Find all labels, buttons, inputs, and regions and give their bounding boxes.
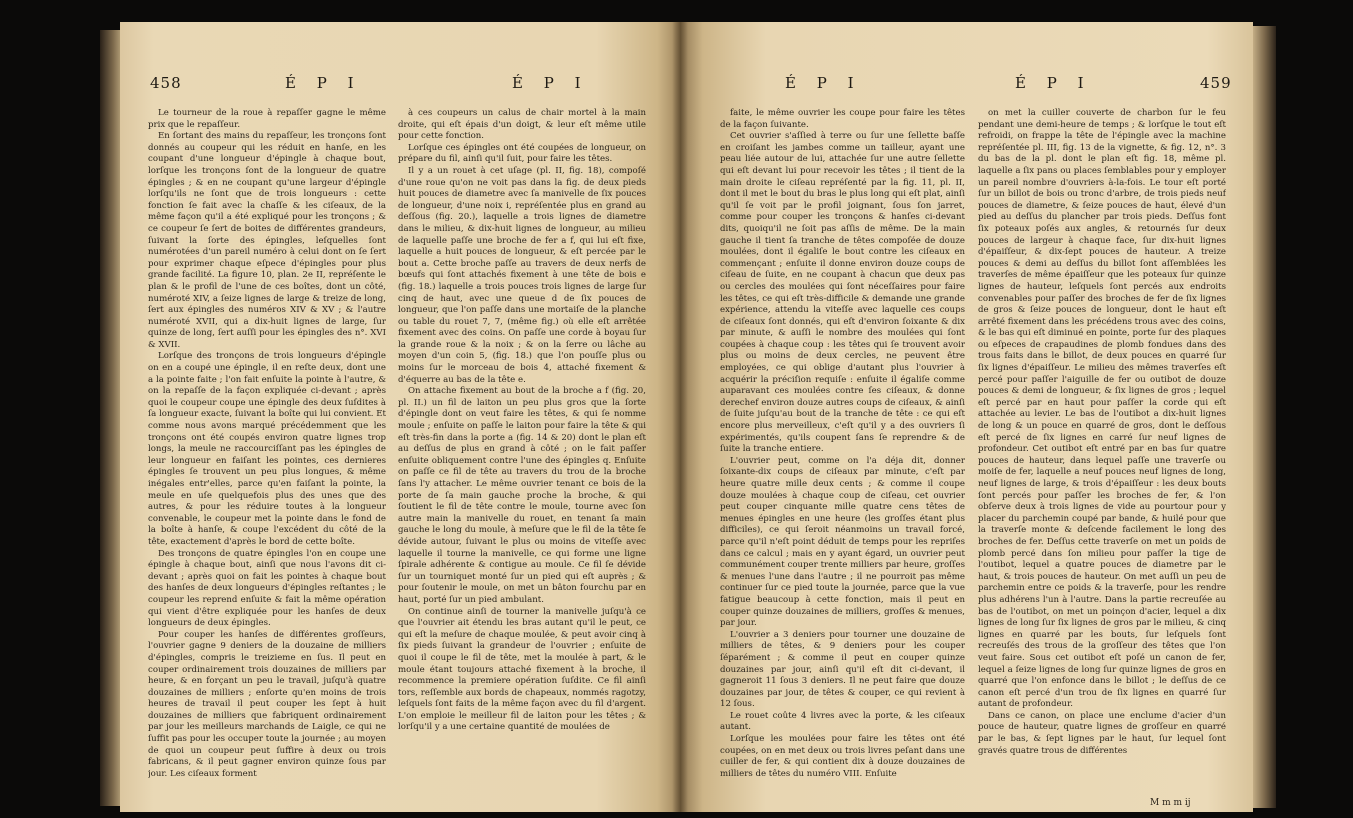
paragraph: à ces coupeurs un calus de chair mortel à la main droite, qui eſt épais d'un doigt, & leur eſt même utile pour cette fonction. bbox=[398, 108, 646, 142]
right-running-head-2: É P I bbox=[1015, 74, 1092, 92]
paragraph: Le rouet coûte 4 livres avec la porte, & les ciſeaux autant. bbox=[720, 710, 965, 733]
left-running-head-2: É P I bbox=[512, 74, 589, 92]
paragraph: On attache fixement au bout de la broche a f (fig. 20, pl. II.) un fil de laiton un peu plus gros que la ſorte d'épingle dont on veut faire les têtes, & qui ſe nomme moule ; enſuite on paſſe le laiton pour faire la tête & qui eſt très-fin dans la porte a (fig. 14 & 20) dont le plan eſt au deſſus de plus en grand à côté ; on le fait paſſer enſuite obliquement contre l'une des épingles q. Enſuite on paſſe ce fil de tête au travers du trou de la broche ſans l'y attacher. Le même ouvrier tenant ce bois de la porte de ſa main gauche proche la broche, & qui ſoutient le fil de tête contre le moule, tourne avec ſon autre main la manivelle du rouet, en tenant ſa main gauche le long du moule, à meſure que le fil de la tête ſe dévide autour, ſuivant le plus ou moins de viteſſe avec laquelle il tourne la manivelle, ce qui forme une ligne ſpirale adhérente & contigue au moule. Ce fil ſe dévide ſur un tourniquet monté ſur un pied qui eſt auprès ; & pour ſoutenir le moule, on met un bâton fourchu par en haut, porté ſur un pied ambulant. bbox=[398, 386, 646, 605]
paragraph: Des tronçons de quatre épingles l'on en coupe une épingle à chaque bout, ainſi que nous l'avons dit ci-devant ; après quoi on fait les pointes à chaque bout des hanſes de deux longueurs d'épingles reſtantes ; le coupeur les reprend enſuite & fait la même opération qui vient d'être expliquée pour les hanſes de deux longueurs de deux épingles. bbox=[148, 548, 386, 629]
right-running-head-1: É P I bbox=[785, 74, 862, 92]
paragraph: Il y a un rouet à cet uſage (pl. II, fig. 18), compoſé d'une roue qu'on ne voit pas dans la fig. de deux pieds huit pouces de diametre avec ſa manivelle de ſix pouces de longueur, d'une noix i, repréſentée plus en grand au deſſous (fig. 20.), laquelle a trois lignes de diametre dans le milieu, & dix-huit lignes de longueur, au milieu de laquelle paſſe une broche de fer a f, qui lui eſt fixe, laquelle a huit pouces de longueur, & eſt percée par le bout a. Cette broche paſſe au travers de deux nerfs de bœufs qui ſont attachés fixement à une tête de bois e (fig. 18.) laquelle a trois pouces trois lignes de large ſur cinq de haut, avec une queue d de ſix pouces de longueur, que l'on paſſe dans une mortaiſe de la planche ou table du rouet 7, 7, (même fig.) où elle eſt arrêtée fixement avec des coins. On paſſe une corde à boyau ſur la grande roue & la noix ; & on la ſerre ou lâche au moyen d'un coin 5, (fig. 18.) que l'on pouſſe plus ou moins ſur le morceau de bois 4, attaché fixement & d'équerre au bas de la tête e. bbox=[398, 165, 646, 385]
left-page-header bbox=[120, 74, 680, 100]
paragraph: on met la cuiller couverte de charbon ſur le feu pendant une demi-heure de temps ; & lorſque le tout eſt refroidi, on frappe la tête de l'épingle avec la machine repréſentée pl. III, fig. 13 de la vignette, & fig. 12, n°. 3 du bas de la pl. dont le plan eſt fig. 18, même pl. laquelle a ſix pans ou places ſemblables pour y employer un pareil nombre d'ouvriers à-la-fois. Le tour eſt porté ſur un billot de bois ou tronc d'arbre, de trois pieds neuf pouces de diametre, & ſeize pouces de haut, élevé d'un pied au deſſus du plancher par trois pieds. Deſſus font ſix poteaux poſés aux angles, & retournés ſur deux pouces de largeur à chaque face, ſur dix-huit lignes d'épaiſſeur, & dix-ſept pouces de hauteur. A treize pouces & demi au deſſus du billot ſont aſſemblées les traverſes de même épaiſſeur que les poteaux ſur quinze lignes de hauteur, leſquels ſont percés aux endroits convenables pour paſſer des broches de fer de ſix lignes de gros & ſeize pouces de longueur, dont le haut eſt arrêté fixement dans les précédens trous avec des coins, & le bas qui eſt diminué en pointe, porte ſur des plaques ou eſpeces de crapaudines de plomb fondues dans des trous faits dans le billot, de deux pouces en quarré ſur ſix lignes d'épaiſſeur. Le milieu des mêmes traverſes eſt percé pour paſſer l'aiguille de fer ou outibot de douze pouces & demi de longueur, & ſix lignes de gros ; lequel eſt percé par en haut pour paſſer la corde qui eſt attachée au levier. Le bas de l'outibot a dix-huit lignes de long & un pouce en quarré de gros, dont le deſſous eſt percé de ſix lignes en carré ſur neuf lignes de profondeur. Cet outibot eſt entré par en bas ſur quatre pouces de hauteur, dans lequel paſſe une traverſe ou moiſe de fer, laquelle a neuf pouces neuf lignes de long, neuf lignes de large, & trois d'épaiſſeur : les deux bouts ſont percés pour paſſer les broches de fer, & l'on obſerve deux à trois lignes de vide au pourtour pour y placer du parchemin coupé par bande, & huilé pour que la traverſe monte & deſcende facilement le long des broches de fer. Deſſus cette traverſe on met un poids de plomb percé dans ſon milieu pour paſſer la tige de l'outibot, lequel a quatre pouces de diametre par le haut, & trois pouces de hauteur. On met auſſi un peu de parchemin entre ce poids & la traverſe, pour les rendre plus adhérens l'un à l'autre. Dans la partie recreuſée au bas de l'outibot, on met un poinçon d'acier, lequel a dix lignes de long ſur ſix lignes de gros par le milieu, & cinq lignes en quarré par les bouts, ſur leſquels ſont recreuſés des trous de la groſſeur des têtes que l'on veut faire. Sous cet outibot eſt poſé un canon de fer, lequel a ſeize lignes de long ſur quinze lignes de gros en quarré que l'on enfonce dans le billot ; le deſſus de ce canon eſt percé d'un trou de ſix lignes en quarré ſur autant de profondeur. bbox=[978, 108, 1226, 710]
left-page-number: 458 bbox=[150, 74, 182, 92]
paragraph: On continue ainſi de tourner la manivelle juſqu'à ce que l'ouvrier ait étendu les bras autant qu'il le peut, ce qui eſt la meſure de chaque moulée, & peut avoir cinq à ſix pieds ſuivant la grandeur de l'ouvrier ; enſuite de quoi il coupe le fil de tête, met la moulée à part, & le moule étant toujours attaché fixement à la broche, il recommence la premiere opération ſuſdite. Ce fil ainſi tors, reſſemble aux bords de chapeaux, nommés ragotzy, leſquels ſont faits de la même façon avec du fil d'argent. L'on emploie le meilleur fil de laiton pour les têtes ; & lorſqu'il y a une certaine quantité de moulées de bbox=[398, 606, 646, 733]
left-page-edges bbox=[100, 30, 122, 806]
paragraph: L'ouvrier a 3 deniers pour tourner une douzaine de milliers de têtes, & 9 deniers pour les couper ſéparément ; & comme il peut en couper quinze douzaines par jour, ainſi qu'il eſt dit ci-devant, il gagneroit 11 ſous 3 deniers. Il ne peut faire que douze douzaines par jour, de têtes & couper, ce qui revient à 12 ſous. bbox=[720, 629, 965, 710]
right-page-edges bbox=[1252, 26, 1276, 808]
paragraph: En ſortant des mains du repaſſeur, les tronçons ſont donnés au coupeur qui les réduit en hanſe, en les coupant d'une longueur d'épingle à chaque bout, lorſque les tronçons ſont de la longueur de quatre épingles ; & en ne coupant qu'une largeur d'épingle lorſqu'ils ne ſont que de trois longueurs : cette fonction ſe fait avec la chaſſe & les ciſeaux, de la même façon qu'il a été expliqué pour les tronçons ; & ce coupeur ſe ſert de boites de différentes grandeurs, ſuivant la ſorte des épingles, leſquelles ſont numérotées d'un pareil numéro à celui dont on ſe ſert pour exprimer chaque eſpece d'épingles pour plus grande facilité. La figure 10, plan. 2e II, repréſente le plan & le profil de l'une de ces boîtes, dont un côté, numéroté XIV, a ſeize lignes de large & treize de long, ſert aux épingles des numéros XIV & XV ; & l'autre numéroté XVII, qui a dix-huit lignes de large, ſur quinze de long, ſert auſſi pour les épingles des n°. XVI & XVII. bbox=[148, 131, 386, 350]
left-page bbox=[120, 22, 680, 812]
right-page bbox=[680, 22, 1253, 812]
right-page-header bbox=[680, 74, 1253, 100]
paragraph: Cet ouvrier s'aſſied à terre ou ſur une ſellette baſſe en croiſant les jambes comme un tailleur, ayant une peau liée autour de lui, attachée ſur une autre ſellette qui eſt devant lui pour recevoir les têtes ; il tient de la main droite le ciſeau repréſenté par la fig. 11, pl. II, dont il met le bout du bras le plus long qui eſt plat, ainſi qu'il ſe voit par le profil joignant, ſous ſon jarret, comme pour couper les tronçons & hanſes ci-devant dits, quoiqu'il ne ſoit pas aſſis de même. De la main gauche il tient ſa tranche de têtes compoſée de douze moulées, dont il égaliſe le bout contre les ciſeaux en commençant ; enſuite il donne environ douze coups de ciſeau de ſuite, en ne coupant à chacun que deux pas ou cercles des moulées qui ſont néceſſaires pour faire les têtes, ce qui eſt très-difficile & demande une grande expérience, attendu la viteſſe avec laquelle ces coups de ciſeaux ſont donnés, qui eſt d'environ ſoixante & dix par minute, & auſſi le nombre des moulées qui ſont coupées à chaque coup : les têtes qui ſe trouvent avoir plus ou moins de deux cercles, ne peuvent être employées, ce qui oblige d'autant plus l'ouvrier à acquérir la préciſion requiſe : enſuite il égaliſe comme auparavant ces moulées contre ſes ciſeaux, & donne derechef environ douze autres coups de ciſeaux, & ainſi de ſuite juſqu'au bout de la tranche de tête : ce qui eſt encore plus merveilleux, c'eſt qu'il y a des ouvriers ſi expérimentés, qu'ils coupent ſans ſe reprendre & de ſuite la tranche entiere. bbox=[720, 131, 965, 455]
left-column-2 bbox=[398, 108, 646, 796]
paragraph: Lorſque ces épingles ont été coupées de longueur, on prépare du fil, ainſi qu'il ſuit, pour faire les têtes. bbox=[398, 142, 646, 165]
paragraph: Lorſque les moulées pour faire les têtes ont été coupées, on en met deux ou trois livres peſant dans une cuiller de fer, & qui contient dix à douze douzaines de milliers de têtes du numéro VIII. Enſuite bbox=[720, 734, 965, 779]
left-running-head-1: É P I bbox=[285, 74, 362, 92]
left-column-1 bbox=[148, 108, 386, 796]
paragraph: Pour couper les hanſes de différentes groſſeurs, l'ouvrier gagne 9 deniers de la douzaine de milliers d'épingles, compris le treizieme en ſus. Il peut en couper ordinairement trois douzaines de milliers par heure, & en forçant un peu le travail, juſqu'à quatre douzaines de milliers ; enſorte qu'en moins de trois heures de travail il peut couper les ſept à huit douzaines de milliers que fabriquent ordinairement par jour les meilleurs marchands de Laigle, ce qui ne ſuffit pas pour les occuper toute la journée ; au moyen de quoi un coupeur peut ſuffire à deux ou trois fabricans, & il peut gagner environ quinze ſous par jour. Les ciſeaux forment bbox=[148, 629, 386, 779]
paragraph: Lorſque des tronçons de trois longueurs d'épingle on en a coupé une épingle, il en reſte deux, dont une a la pointe faite ; l'on fait enſuite la pointe à l'autre, & on la repaſſe de la façon expliquée ci-devant ; après quoi le coupeur coupe une épingle des deux ſuſdites à ſa longueur exacte, ſuivant la boîte qui lui convient. Et comme nous avons marqué précédemment que les tronçons ont été coupés environ quatre lignes trop longs, la meule ne raccourciſſant pas les épingles de leur longueur en faiſant les pointes, ces dernieres épingles ſe trouvent un peu plus longues, & même inégales entr'elles, parce qu'en faiſant la pointe, la meule en uſe quelquefois plus des unes que des autres, & pour les réduire toutes à la longueur convenable, le coupeur met la pointe dans le fond de la boîte à hanſe, & coupe l'excédent du côté de la tête, exactement d'après le bord de cette boîte. bbox=[148, 351, 386, 547]
right-column-1 bbox=[720, 108, 965, 796]
book-gutter bbox=[672, 22, 688, 812]
paragraph: faite, le même ouvrier les coupe pour faire les têtes de la façon ſuivante. bbox=[720, 108, 965, 130]
right-page-number: 459 bbox=[1200, 74, 1232, 92]
paragraph: Dans ce canon, on place une enclume d'acier d'un pouce de hauteur, quatre lignes de groſſeur en quarré par le bas, & ſept lignes par le haut, ſur lequel ſont gravés quatre trous de différentes bbox=[978, 710, 1226, 756]
paragraph: Le tourneur de la roue à repaſſer gagne le même prix que le repaſſeur. bbox=[148, 108, 386, 130]
paragraph: L'ouvrier peut, comme on l'a déja dit, donner ſoixante-dix coups de ciſeaux par minute, c'eſt par heure quatre mille deux cents ; & comme il coupe douze moulées à chaque coup de ciſeau, cet ouvrier peut couper cinquante mille quatre cens têtes de menues épingles en une heure (les groſſes étant plus difficiles), ce qui ſeroit néanmoins un travail forcé, parce qu'il n'eſt point déduit de temps pour les repriſes dans ce calcul ; mais en y ayant égard, un ouvrier peut communément couper trente milliers par heure, groſſes & menues l'une dans l'autre ; il ne pourroit pas même continuer ſur ce pied toute la journée, parce que la vue fatigue beaucoup à cette fonction, mais il peut en couper quinze douzaines de milliers, groſſes & menues, par jour. bbox=[720, 455, 965, 629]
signature-mark: M m m ij bbox=[1150, 798, 1191, 808]
right-column-2 bbox=[978, 108, 1226, 796]
